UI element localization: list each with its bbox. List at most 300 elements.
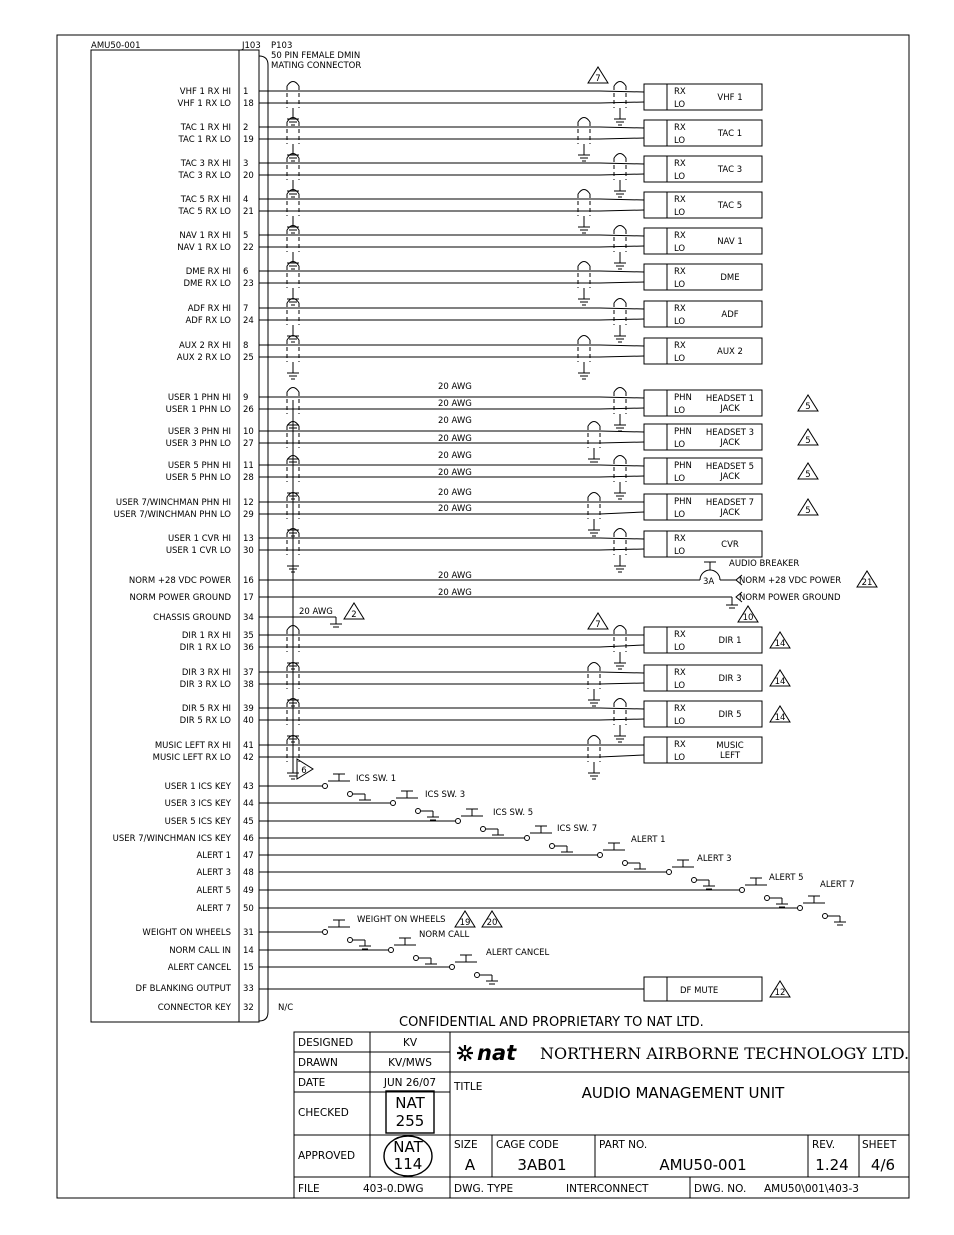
svg-text:7: 7: [595, 620, 601, 630]
device-name-2: JACK: [720, 404, 740, 414]
switch-symbol: [259, 791, 439, 820]
device-pin-top: PHN: [674, 497, 692, 507]
device-name: HEADSET 7: [705, 498, 755, 508]
pin-label: ADF RX HI: [187, 304, 231, 314]
nat-logo: [457, 1041, 517, 1065]
pin-number: 32: [243, 1003, 254, 1013]
wiring: [259, 82, 644, 780]
connector-desc-2: MATING CONNECTOR: [271, 61, 362, 71]
norm-call-switch-label: NORM CALL: [419, 930, 470, 940]
note-triangle: [798, 499, 818, 516]
plug-label: P103: [271, 41, 293, 51]
device-box: [644, 120, 762, 146]
device-box: [644, 737, 762, 763]
awg-label: 20 AWG: [438, 571, 472, 581]
designed-label: DESIGNED: [298, 1037, 354, 1049]
awg-label: 20 AWG: [438, 382, 472, 392]
date-label: DATE: [298, 1077, 326, 1089]
pin-number: 48: [243, 868, 254, 878]
device-box: [644, 701, 790, 727]
ics-sw-1-label: ICS SW. 1: [356, 774, 397, 784]
device-box: [644, 458, 818, 484]
wire-shield: [614, 626, 626, 670]
pin-label: DF BLANKING OUTPUT: [135, 984, 231, 994]
pin-number: 44: [243, 799, 254, 809]
device-pin-top: RX: [674, 304, 686, 314]
device-pin-bottom: LO: [674, 547, 686, 557]
awg-label: 20 AWG: [438, 399, 472, 409]
dwg-no-label: DWG. NO.: [694, 1183, 747, 1195]
pin-number: 7: [243, 304, 249, 314]
power-label: NORM +28 VDC POWER: [739, 576, 842, 586]
device-pin-bottom: LO: [674, 208, 686, 218]
awg-label: 20 AWG: [438, 468, 472, 478]
svg-text:255: 255: [395, 1112, 425, 1130]
pin-label: USER 3 PHN LO: [165, 439, 231, 449]
pin-label: VHF 1 RX LO: [177, 99, 231, 109]
note-7-triangle: [588, 613, 608, 630]
pin-number: 19: [243, 135, 254, 145]
note-12-triangle: [770, 981, 790, 998]
pin-number: 33: [243, 984, 254, 994]
alert-3-switch-label: ALERT 3: [697, 854, 732, 864]
svg-text:NAT: NAT: [395, 1094, 425, 1112]
device-box: [644, 531, 762, 557]
pin-number: 50: [243, 904, 254, 914]
nc-label: N/C: [278, 1003, 294, 1013]
wire-gauge-labels: [299, 382, 472, 617]
wire-lo: [259, 282, 644, 283]
dwg-type-value: INTERCONNECT: [566, 1183, 649, 1195]
pin-label: ALERT 5: [196, 886, 231, 896]
designed-value: KV: [402, 1037, 418, 1049]
device-pin-top: RX: [674, 267, 686, 277]
sheet-value: 4/6: [870, 1156, 896, 1174]
device-name: DIR 5: [718, 710, 742, 720]
ics-sw-7-label: ICS SW. 7: [557, 824, 598, 834]
pin-label: NORM CALL IN: [169, 946, 231, 956]
device-box: [644, 192, 762, 218]
wow-switch-label: WEIGHT ON WHEELS: [357, 915, 446, 925]
pin-number: 36: [243, 643, 254, 653]
pin-number: 11: [243, 461, 254, 471]
svg-text:114: 114: [393, 1155, 423, 1173]
device-name: CVR: [721, 540, 739, 550]
awg-label: 20 AWG: [438, 434, 472, 444]
device-pin-top: PHN: [674, 461, 692, 471]
device-pin-bottom: LO: [674, 681, 686, 691]
pin-label: USER 7/WINCHMAN PHN LO: [113, 510, 231, 520]
alert-1-switch-label: ALERT 1: [631, 835, 666, 845]
pin-label: CHASSIS GROUND: [153, 613, 231, 623]
note-triangle: [770, 706, 790, 723]
switch-section: [259, 774, 846, 984]
pin-number: 43: [243, 782, 254, 792]
note-10-triangle: [738, 606, 758, 623]
pin-number: 40: [243, 716, 254, 726]
pin-label: NORM POWER GROUND: [129, 593, 231, 603]
device-pin-top: RX: [674, 231, 686, 241]
wire-lo: [259, 138, 644, 139]
pin-label: DIR 5 RX LO: [179, 716, 231, 726]
pin-number: 21: [243, 207, 254, 217]
dwg-no-value: AMU50\001\403-3: [764, 1183, 859, 1195]
note-triangle: [798, 395, 818, 412]
svg-text:5: 5: [805, 402, 811, 412]
wire-shield: [614, 529, 626, 573]
pin-number: 39: [243, 704, 254, 714]
connector-desc-1: 50 PIN FEMALE DMIN: [271, 51, 361, 61]
pin-label: DME RX LO: [183, 279, 231, 289]
pin-number: 13: [243, 534, 254, 544]
device-pin-bottom: LO: [674, 643, 686, 653]
pin-label: TAC 3 RX LO: [178, 171, 231, 181]
confidential-notice: CONFIDENTIAL AND PROPRIETARY TO NAT LTD.: [399, 1015, 704, 1030]
pin-number: 37: [243, 668, 254, 678]
device-pin-bottom: LO: [674, 474, 686, 484]
pin-label: USER 3 ICS KEY: [164, 799, 231, 809]
pin-number: 1: [243, 87, 249, 97]
note-2-triangle: [344, 603, 364, 620]
pin-number: 42: [243, 753, 254, 763]
device-pin-bottom: LO: [674, 172, 686, 182]
title-label: TITLE: [454, 1081, 483, 1093]
device-pin-bottom: LO: [674, 100, 686, 110]
pin-label: WEIGHT ON WHEELS: [142, 928, 231, 938]
pin-number: 49: [243, 886, 254, 896]
device-pin-top: RX: [674, 740, 686, 750]
wire-shield: [614, 154, 626, 198]
switch-symbol: [259, 860, 715, 889]
approved-stamp: [384, 1136, 432, 1176]
switch-symbol: [259, 774, 371, 803]
pin-number: 25: [243, 353, 254, 363]
file-value: 403-0.DWG: [363, 1183, 424, 1195]
star-icon: [457, 1045, 473, 1061]
pin-number: 31: [243, 928, 254, 938]
wire-hi: [259, 397, 644, 398]
drawn-label: DRAWN: [298, 1057, 338, 1069]
pin-number: 27: [243, 439, 254, 449]
svg-text:14: 14: [774, 713, 786, 723]
pin-number: 16: [243, 576, 254, 586]
pin-label: TAC 5 RX LO: [178, 207, 231, 217]
device-name: TAC 1: [717, 129, 743, 139]
pin-label: USER 1 ICS KEY: [164, 782, 231, 792]
device-name: TAC 5: [717, 201, 743, 211]
svg-text:20: 20: [486, 918, 498, 928]
awg-label: 20 AWG: [438, 588, 472, 598]
device-name: NAV 1: [717, 237, 743, 247]
pin-label: USER 5 PHN LO: [165, 473, 231, 483]
rev-label: REV.: [812, 1139, 836, 1151]
pin-number: 15: [243, 963, 254, 973]
pin-label: AUX 2 RX HI: [178, 341, 231, 351]
wire-shield: [614, 82, 626, 126]
size-value: A: [464, 1156, 476, 1174]
wire-hi: [259, 163, 644, 164]
note-triangle: [798, 463, 818, 480]
device-list: [644, 84, 818, 763]
pin-label: VHF 1 RX HI: [179, 87, 231, 97]
device-pin-bottom: LO: [674, 510, 686, 520]
device-pin-top: RX: [674, 668, 686, 678]
pin-label: DIR 5 RX HI: [181, 704, 231, 714]
df-mute-label: DF MUTE: [680, 986, 719, 996]
pin-number: 14: [243, 946, 254, 956]
device-name: VHF 1: [717, 93, 743, 103]
switch-symbol: [259, 826, 573, 855]
svg-text:14: 14: [774, 677, 786, 687]
pin-number: 47: [243, 851, 254, 861]
svg-text:5: 5: [805, 506, 811, 516]
device-box: [644, 264, 762, 290]
pin-label: TAC 3 RX HI: [180, 159, 231, 169]
pin-label: USER 3 PHN HI: [167, 427, 231, 437]
device-name: HEADSET 3: [705, 428, 755, 438]
wire-lo: [259, 549, 644, 550]
pin-label: USER 7/WINCHMAN PHN HI: [115, 498, 231, 508]
wire-hi: [259, 538, 644, 539]
pin-label: NAV 1 RX LO: [177, 243, 231, 253]
wire-lo: [259, 645, 644, 647]
switch-symbol: [259, 955, 498, 984]
device-pin-top: PHN: [674, 393, 692, 403]
device-box: [644, 390, 818, 416]
pin-label: ALERT 7: [196, 904, 231, 914]
device-box: [644, 494, 818, 520]
device-pin-top: RX: [674, 704, 686, 714]
pin-number: 29: [243, 510, 254, 520]
switch-symbol: [259, 938, 437, 967]
pin-label: DIR 3 RX HI: [181, 668, 231, 678]
pin-number: 17: [243, 593, 254, 603]
wire-shield: [614, 456, 626, 500]
file-label: FILE: [298, 1183, 320, 1195]
awg-label: 20 AWG: [438, 451, 472, 461]
svg-text:14: 14: [774, 639, 786, 649]
pin-label: CONNECTOR KEY: [157, 1003, 231, 1013]
svg-text:7: 7: [595, 74, 601, 84]
pin-label: ALERT CANCEL: [167, 963, 231, 973]
wire-lo: [259, 719, 644, 720]
device-name: DIR 1: [718, 636, 742, 646]
pin-label: USER 5 ICS KEY: [164, 817, 231, 827]
switch-symbol: [259, 843, 646, 872]
device-box: [644, 424, 818, 450]
pin-number: 8: [243, 341, 249, 351]
awg-label: 20 AWG: [438, 488, 472, 498]
pin-number: 6: [243, 267, 249, 277]
pin-number: 23: [243, 279, 254, 289]
pin-number: 9: [243, 393, 249, 403]
device-pin-top: PHN: [674, 427, 692, 437]
device-box: [644, 627, 790, 653]
svg-text:6: 6: [301, 766, 307, 776]
jack-label: J103: [242, 41, 261, 51]
pin-label: ALERT 1: [196, 851, 231, 861]
switch-symbol: [259, 896, 846, 925]
wire-hi: [259, 708, 644, 709]
wire-lo: [259, 174, 644, 175]
ics-sw-3-label: ICS SW. 3: [425, 790, 466, 800]
checked-label: CHECKED: [298, 1107, 349, 1119]
awg-label: 20 AWG: [438, 416, 472, 426]
device-box: [644, 338, 762, 364]
pin-label: USER 5 PHN HI: [167, 461, 231, 471]
pin-label: USER 7/WINCHMAN ICS KEY: [112, 834, 231, 844]
device-pin-top: RX: [674, 159, 686, 169]
device-pin-bottom: LO: [674, 753, 686, 763]
wire-hi: [259, 672, 644, 673]
device-name-2: JACK: [720, 438, 740, 448]
alert-7-switch-label: ALERT 7: [820, 880, 855, 890]
pin-label: AUX 2 RX LO: [176, 353, 231, 363]
pin-label: DIR 1 RX LO: [179, 643, 231, 653]
device-name-2: JACK: [720, 508, 740, 518]
device-pin-bottom: LO: [674, 317, 686, 327]
pin-label: DIR 3 RX LO: [179, 680, 231, 690]
date-value: JUN 26/07: [383, 1077, 437, 1089]
wire-hi: [259, 345, 644, 346]
svg-text:19: 19: [459, 918, 471, 928]
device-name: HEADSET 5: [705, 462, 755, 472]
pin-number: 46: [243, 834, 254, 844]
device-pin-bottom: LO: [674, 717, 686, 727]
pin-number: 20: [243, 171, 254, 181]
device-name: ADF: [721, 310, 739, 320]
pin-label: USER 1 PHN LO: [165, 405, 231, 415]
pin-label: ALERT 3: [196, 868, 231, 878]
pin-number: 2: [243, 123, 249, 133]
pin-label: DME RX HI: [185, 267, 231, 277]
pin-number: 10: [243, 427, 254, 437]
pin-label: TAC 1 RX HI: [180, 123, 231, 133]
pin-number: 30: [243, 546, 254, 556]
pin-label: ADF RX LO: [185, 316, 231, 326]
device-box: [644, 665, 790, 691]
breaker-rating: 3A: [703, 577, 715, 587]
ground-label: NORM POWER GROUND: [739, 593, 841, 603]
pin-number: 34: [243, 613, 254, 623]
company-name: NORTHERN AIRBORNE TECHNOLOGY LTD.: [540, 1044, 910, 1063]
pin-number: 45: [243, 817, 254, 827]
svg-text:10: 10: [742, 613, 754, 623]
pin-label: MUSIC LEFT RX LO: [152, 753, 231, 763]
pin-number: 18: [243, 99, 254, 109]
pin-label: MUSIC LEFT RX HI: [154, 741, 231, 751]
device-pin-bottom: LO: [674, 280, 686, 290]
unit-label: AMU50-001: [91, 41, 141, 51]
svg-text:5: 5: [805, 436, 811, 446]
device-box: [644, 228, 762, 254]
pin-number: 26: [243, 405, 254, 415]
note-7-triangle: [588, 67, 608, 84]
power-section: [259, 559, 841, 627]
device-name: MUSIC: [716, 741, 744, 751]
device-box: [644, 301, 762, 327]
cage-code-label: CAGE CODE: [496, 1139, 559, 1151]
switch-symbol: [259, 920, 371, 949]
pin-label: NAV 1 RX HI: [179, 231, 231, 241]
pin-list: [113, 87, 254, 1013]
svg-text:12: 12: [774, 988, 786, 998]
device-box: [644, 156, 762, 182]
svg-text:5: 5: [805, 470, 811, 480]
checked-stamp: [386, 1091, 434, 1133]
device-pin-bottom: LO: [674, 406, 686, 416]
device-pin-bottom: LO: [674, 244, 686, 254]
awg-label: 20 AWG: [299, 607, 333, 617]
wire-lo: [259, 102, 644, 103]
wire-shield: [614, 226, 626, 270]
ics-sw-5-label: ICS SW. 5: [493, 808, 534, 818]
part-no-value: AMU50-001: [659, 1156, 747, 1174]
wire-lo: [259, 683, 644, 684]
device-name: DIR 3: [718, 674, 742, 684]
device-box: [644, 84, 762, 110]
awg-label: 20 AWG: [438, 504, 472, 514]
switch-symbol: [259, 809, 504, 838]
device-pin-bottom: LO: [674, 354, 686, 364]
wire-shield: [614, 699, 626, 743]
wire-hi: [259, 91, 644, 92]
pin-number: 38: [243, 680, 254, 690]
wire-hi: [259, 431, 644, 432]
note-triangles: [297, 67, 877, 998]
wire-hi: [259, 199, 644, 200]
wire-lo: [259, 755, 644, 757]
wire-lo: [259, 210, 644, 211]
pin-label: TAC 1 RX LO: [178, 135, 231, 145]
svg-text:21: 21: [861, 578, 873, 588]
device-name-2: LEFT: [719, 751, 741, 761]
note-21-triangle: [857, 571, 877, 588]
pin-number: 41: [243, 741, 254, 751]
pin-number: 28: [243, 473, 254, 483]
wire-hi: [259, 465, 644, 466]
dwg-type-label: DWG. TYPE: [454, 1183, 514, 1195]
title-block: [294, 1032, 909, 1198]
wire-lo: [259, 246, 644, 247]
pin-number: 12: [243, 498, 254, 508]
wire-hi: [259, 235, 644, 236]
device-name: AUX 2: [717, 347, 743, 357]
part-no-label: PART NO.: [599, 1139, 648, 1151]
wire-hi: [259, 271, 644, 272]
wire-lo: [259, 319, 644, 320]
device-pin-top: RX: [674, 123, 686, 133]
note-triangle: [798, 429, 818, 446]
device-pin-top: RX: [674, 195, 686, 205]
svg-text:nat: nat: [477, 1041, 517, 1065]
wire-lo: [259, 356, 644, 357]
rev-value: 1.24: [815, 1156, 849, 1174]
device-pin-bottom: LO: [674, 136, 686, 146]
device-pin-top: RX: [674, 534, 686, 544]
note-20-triangle: [482, 911, 502, 928]
drawn-value: KV/MWS: [388, 1057, 432, 1069]
svg-text:2: 2: [351, 610, 357, 620]
approved-label: APPROVED: [298, 1150, 356, 1162]
audio-breaker-label: AUDIO BREAKER: [729, 559, 800, 569]
sheet-label: SHEET: [862, 1139, 897, 1151]
pin-number: 3: [243, 159, 249, 169]
wire-hi: [259, 127, 644, 128]
device-pin-top: RX: [674, 630, 686, 640]
drawing-title: AUDIO MANAGEMENT UNIT: [581, 1084, 785, 1102]
pin-label: USER 1 CVR HI: [168, 534, 231, 544]
